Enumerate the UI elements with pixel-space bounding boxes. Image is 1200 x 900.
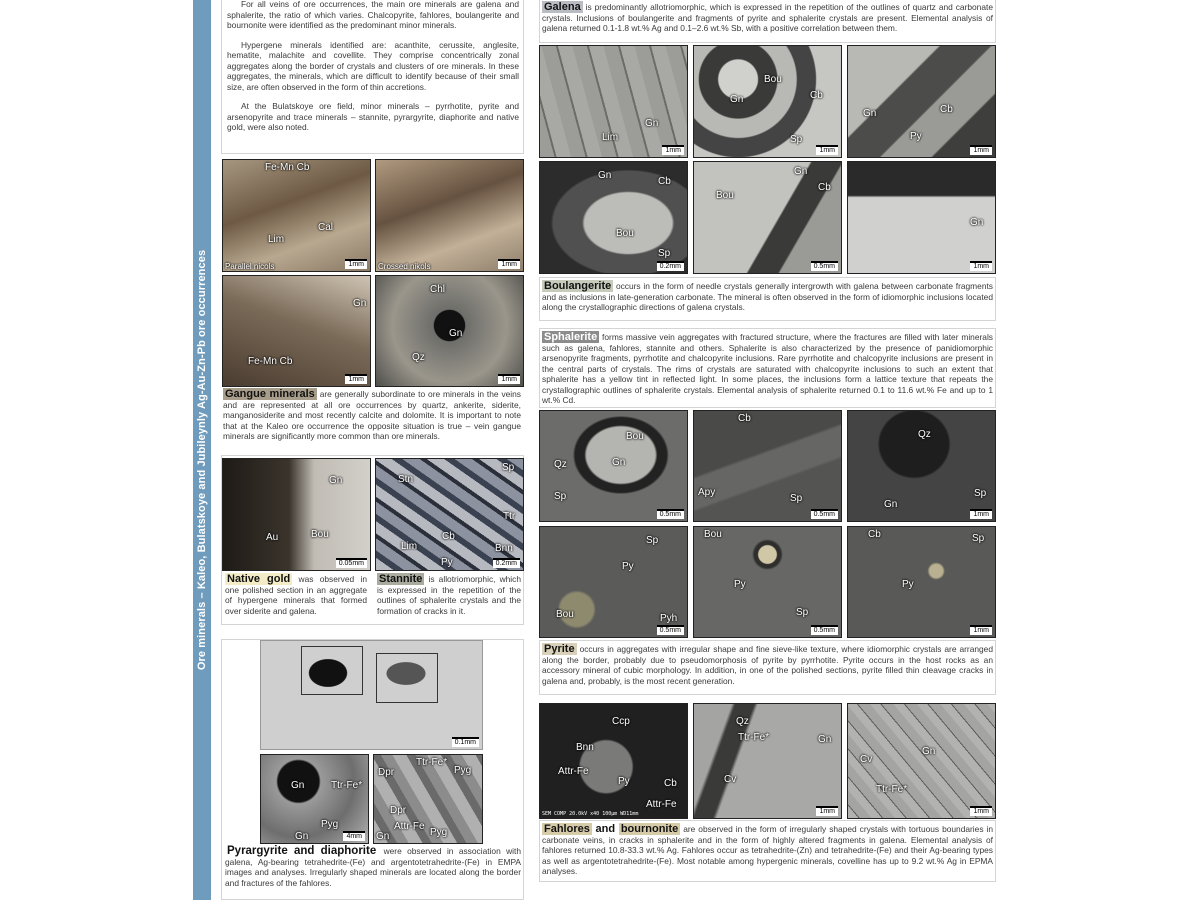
photo-label: Gn — [376, 831, 390, 842]
photo-label: Bou — [311, 529, 329, 540]
fahlores-body: are observed in the form of irregularly shaped crystals with tortuous boundaries in carbonate veins, in cracks in sphalerite and in the form of highly altered fragments in galena. Elemental analysis of fahlores returned 10.8-33.3 wt.% Ag. Fahlores occur as tetrahedrite-(Zn) and tetrahedrite-(Fe) and their Ag-bearing types as well as argentotetrahedrite-(Fe). Most notable among hypergenic minerals, covelline has up to 9.2 wt.% Ag in EPMA analyses. — [542, 824, 993, 876]
photo-label: Py — [622, 561, 634, 572]
photo-label: Gn — [922, 746, 936, 757]
scale-bar: 4mm — [343, 831, 365, 841]
photo-label: Cb — [810, 90, 823, 101]
photo-label: Bou — [716, 190, 734, 201]
scale-bar: 1mm — [970, 806, 992, 816]
sphalerite-body: forms massive vein aggregates with fractured structure, where the fractures are filled with later minerals such as galena, fahlores, stannite and others. Sphalerite is also characterized by the presence of panidiomorphic arsenopyrite fragments, pyrrhotite and chalcopyrite inclusions. Rare pyrrhotite and chalcopyrite inclusions are present in the central parts of crystals. The rims of crystals are saturated with chalcopyrite inclusions to such an extent that sphalerite has a yellow tint in reflected light. In some places, the inclusions form a lattice texture that repeats the crystallographic outlines of sphalerite crystals. Elemental analysis of sphalerite returned 0.1 to 11.6 wt.% Fe and up to 1 wt.% Cd. — [542, 332, 993, 405]
photo-18 — [539, 703, 688, 819]
photo-label: Qz — [554, 459, 567, 470]
photo-20 — [847, 703, 996, 819]
scale-bar: 0.5mm — [657, 509, 684, 519]
photo-label: Gn — [730, 94, 744, 105]
scale-bar: 0.5mm — [657, 625, 684, 635]
photo-label: Bou — [556, 609, 574, 620]
native-gold-text — [225, 574, 367, 616]
photo-label: Dpr — [390, 805, 407, 816]
photo-label: Chl — [430, 284, 446, 295]
scale-bar: 0.1mm — [452, 737, 479, 747]
scale-bar: 1mm — [345, 374, 367, 384]
pyrite-text — [542, 644, 993, 686]
photo-15 — [539, 526, 688, 638]
photo-label: Sp — [554, 491, 567, 502]
photo-label: Parallel nicols — [225, 262, 275, 271]
fahlores-and: and — [591, 823, 619, 835]
galena-text — [542, 2, 993, 34]
photo-4 — [222, 458, 371, 571]
photo-label: Pyg — [430, 827, 448, 838]
photo-label: Cal — [318, 222, 334, 233]
photo-label: Bou — [704, 529, 722, 540]
photo-label: Qz — [736, 716, 749, 727]
photo-label: Gn — [794, 166, 808, 177]
zoom-frame-2 — [376, 653, 438, 703]
term-fahlores: Fahlores — [544, 823, 590, 835]
photo-8 — [847, 45, 996, 158]
scale-bar: 1mm — [662, 145, 684, 155]
photo-label: Fe-Mn Cb — [248, 356, 293, 367]
photo-label: Sp — [502, 462, 515, 473]
term-bournonite: bournonite — [620, 823, 679, 835]
photo-11 — [847, 161, 996, 274]
scale-bar: 1mm — [970, 145, 992, 155]
photo-label: Sp — [646, 535, 659, 546]
intro-box — [221, 0, 524, 154]
scale-bar: 1mm — [345, 259, 367, 269]
term-sphalerite: Sphalerite — [544, 331, 598, 343]
scale-bar: 0.5mm — [811, 509, 838, 519]
photo-label: Cb — [442, 531, 455, 542]
photo-label: Qz — [412, 352, 425, 363]
photo-19 — [693, 703, 842, 819]
term-pyrargyrite: Pyrargyrite and diaphorite — [227, 845, 377, 857]
photo-label: Gn — [291, 780, 305, 791]
photo-label: Lim — [268, 234, 285, 245]
zoom-frame-1 — [301, 646, 363, 695]
scale-bar: 1mm — [970, 509, 992, 519]
photo-label: Gn — [612, 457, 626, 468]
photo-label: Crossed nikols — [378, 262, 431, 271]
photo-label: Cb — [658, 176, 671, 187]
scale-bar: 1mm — [970, 625, 992, 635]
scale-bar: 1mm — [816, 145, 838, 155]
photo-16 — [693, 526, 842, 638]
photo-label: Apy — [698, 487, 716, 498]
photo-label: Gn — [353, 298, 367, 309]
photo-12 — [539, 410, 688, 522]
photo-label: Cb — [868, 529, 881, 540]
photo-label: Gn — [863, 108, 877, 119]
photo-label: Bnn — [495, 543, 513, 554]
photo-6 — [539, 45, 688, 158]
photo-9 — [539, 161, 688, 274]
boulangerite-text — [542, 281, 993, 313]
intro-p1: For all veins of ore occurrences, the main ore minerals are galena and sphalerite, the ratio of which varies. Chalcopyrite, fahlores, boulangerite and bournonite were identified as the predominant minor minerals. — [227, 0, 519, 30]
fahlores-text — [542, 824, 993, 877]
photo-label: Py — [902, 579, 914, 590]
scale-bar: 1mm — [816, 806, 838, 816]
photo-label: Sp — [796, 607, 809, 618]
sphalerite-text — [542, 332, 993, 406]
photo-label: Bou — [626, 431, 644, 442]
photo-label: Gn — [295, 831, 309, 842]
scale-bar: 0.2mm — [657, 261, 684, 271]
native-gold-body: was observed in one polished section in an aggregate of hypergene minerals that formed over siderite and galena. — [225, 574, 367, 616]
photo-label: Gn — [818, 734, 832, 745]
photo-label: Py — [618, 776, 630, 787]
gangue-body: are generally subordinate to ore minerals in the veins and are represented at all ore occurrences by quartz, ankerite, siderite, manganosiderite and most recently calcite and dolomite. It is important to note that at the Kaleo ore occurrence the opposite situation is true – vein gangue minerals are significantly more common than ore minerals. — [223, 389, 521, 441]
photo-label: Gn — [449, 328, 463, 339]
pyrargyrite-text — [225, 846, 521, 888]
photo-label: Cv — [724, 774, 737, 785]
scale-bar: 0.2mm — [493, 558, 520, 568]
photo-label: Qz — [918, 429, 931, 440]
photo-2 — [222, 275, 371, 387]
stannite-body: is allotriomorphic, which is expressed in the repetition of the outlines of sphalerite crystals and the formation of cracks in it. — [377, 574, 521, 616]
photo-label: Sp — [972, 533, 985, 544]
term-boulangerite: Boulangerite — [544, 280, 612, 292]
photo-0 — [222, 159, 371, 272]
photo-label: Gn — [329, 475, 343, 486]
scale-bar: 0.05mm — [336, 558, 367, 568]
photo-label: Au — [266, 532, 279, 543]
photo-label: Py — [910, 131, 922, 142]
photo-17 — [847, 526, 996, 638]
photo-label: Pyg — [321, 819, 339, 830]
photo-label: Ccp — [612, 716, 630, 727]
photo-label: Ttr-Fe* — [738, 732, 770, 743]
photo-label: Lim — [401, 541, 418, 552]
photo-label: Attr-Fe — [394, 821, 425, 832]
term-galena: Galena — [544, 1, 581, 13]
photo-label: Attr-Fe — [558, 766, 589, 777]
photo-label: Gn — [645, 118, 659, 129]
photo-label: Cb — [738, 413, 751, 424]
photo-label: Py — [734, 579, 746, 590]
gangue-text — [223, 389, 521, 442]
photo-label: Lim — [602, 132, 619, 143]
photo-label: Cb — [664, 778, 677, 789]
photo-label: Gn — [970, 217, 984, 228]
sem-caption: SEM COMP 20.0kV x40 100µm WD11mm — [542, 811, 639, 817]
photo-label: Gn — [598, 170, 612, 181]
photo-1 — [375, 159, 524, 272]
photo-label: Bou — [764, 74, 782, 85]
photo-10 — [693, 161, 842, 274]
term-stannite: Stannite — [379, 573, 423, 585]
photo-13 — [693, 410, 842, 522]
scale-bar: 0.5mm — [811, 261, 838, 271]
photo-23 — [373, 754, 483, 844]
intro-p2: Hypergene minerals identified are: acanthite, cerussite, anglesite, hematite, malachite and covellite. They comprise concentrically zonal aggregates along the border of crystals and clusters of ore minerals. In these aggregates, the minerals, which are difficult to identify because of their small size, are often observed in the form of thin accretions. — [227, 39, 519, 92]
photo-label: Fe-Mn Cb — [265, 162, 310, 173]
photo-label: Ttr-Fe* — [416, 757, 448, 768]
intro-p3: At the Bulatskoye ore field, minor minerals – pyrrhotite, pyrite and arsenopyrite and trace minerals – stannite, pyrargyrite, diaphorite and native gold, were also noted. — [227, 101, 519, 132]
intro-text — [227, 0, 519, 142]
photo-label: Pyg — [454, 765, 472, 776]
photo-label: Ttr-Fe* — [331, 780, 363, 791]
photo-label: Sp — [790, 493, 803, 504]
photo-label: Stn — [398, 474, 414, 485]
photo-label: Cb — [818, 182, 831, 193]
photo-3 — [375, 275, 524, 387]
photo-label: Cb — [940, 104, 953, 115]
photo-label: Cv — [860, 754, 873, 765]
scale-bar: 0.5mm — [811, 625, 838, 635]
photo-label: Bnn — [576, 742, 594, 753]
photo-label: Sp — [974, 488, 987, 499]
photo-5 — [375, 458, 524, 571]
photo-label: Sp — [790, 134, 803, 145]
photo-label: Attr-Fe — [646, 799, 677, 810]
galena-body: is predominantly allotriomorphic, which is expressed in the repetition of the outlines of quartz and carbonate crystals. Inclusions of boulangerite and fragments of pyrite and sphalerite crystals are present. Elemental analysis of galena returned 0.1-1.8 wt.% Ag and 0.1–2.6 wt.% Sb, with a positive correlation between them. — [542, 2, 993, 33]
photo-7 — [693, 45, 842, 158]
pyrite-body: occurs in aggregates with irregular shape and fine sieve-like texture, where idiomorphic crystals are arranged along the border, probably due to pseudomorphosis of pyrite by pyrrhotite. Pyrite occurs in the host rocks as an accessory mineral of cubic morphology. In addition, in one of the polished sections, pyrite filled thin cleavage cracks in galena and, probably, is the most recent generation. — [542, 644, 993, 686]
photo-14 — [847, 410, 996, 522]
pyrargyrite-body: were observed in association with galena, Ag-bearing tetrahedrite-(Fe) and argentotetrahedrite-(Fe) in EMPA images and analyses. Irregularly shaped minerals are located along the border and fractures of the fahlores. — [225, 846, 521, 888]
photo-label: Sp — [658, 248, 671, 259]
boulangerite-body: occurs in the form of needle crystals generally intergrowth with galena between carbonate fragments and as inclusions in late-generation carbonate. The mineral is often observed in the form of idiomorphic inclusions located along the crystallographic directions of galena crystals. — [542, 281, 993, 312]
photo-label: Ttr — [503, 511, 516, 522]
scale-bar: 1mm — [498, 374, 520, 384]
photo-22 — [260, 754, 369, 844]
photo-label: Bou — [616, 228, 634, 239]
photo-label: Py — [441, 557, 453, 568]
scale-bar: 1mm — [498, 259, 520, 269]
vertical-title: Ore minerals – Kaleo, Bulatskoye and Jubileynly Ag-Au-Zn-Pb ore occurrences — [196, 249, 208, 671]
photo-label: Dpr — [378, 767, 395, 778]
term-native-gold: Native gold — [227, 573, 291, 585]
photo-label: Pyh — [660, 613, 678, 624]
photo-label: Ttr-Fe* — [876, 784, 908, 795]
term-pyrite: Pyrite — [544, 643, 575, 655]
photo-21 — [260, 640, 483, 750]
term-gangue: Gangue minerals — [225, 388, 315, 400]
photo-label: Gn — [884, 499, 898, 510]
stannite-text — [377, 574, 521, 616]
scale-bar: 1mm — [970, 261, 992, 271]
